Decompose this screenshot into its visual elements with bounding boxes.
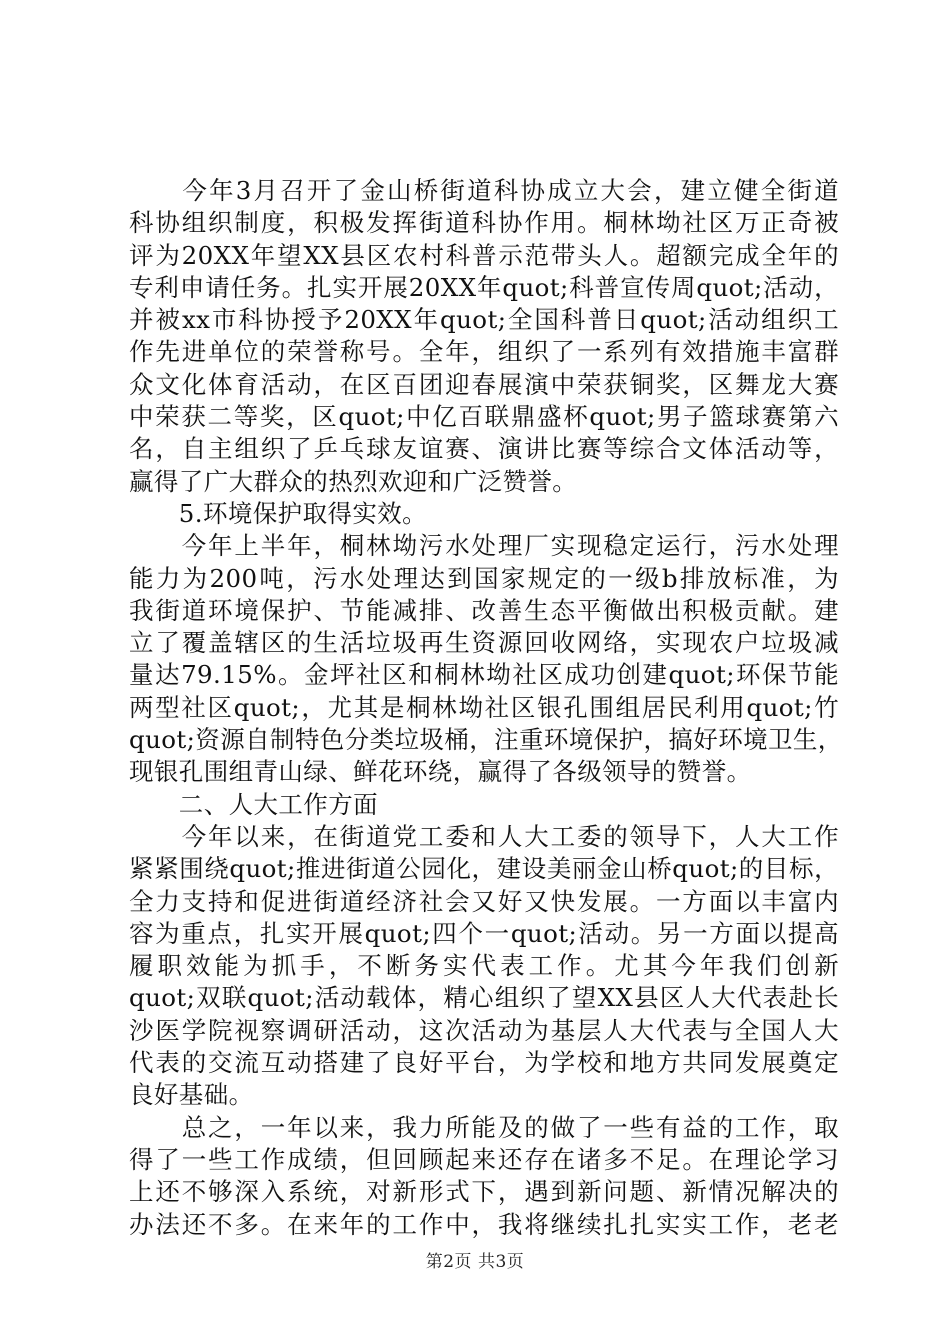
text-line: 众文化体育活动，在区百团迎春展演中荣获铜奖，区舞龙大赛 (129, 369, 839, 399)
document-body (129, 175, 843, 1241)
text-line: 沙医学院视察调研活动，这次活动为基层人大代表与全国人大 (129, 1015, 839, 1045)
text-line: 上还不够深入系统，对新形式下，遇到新问题、新情况解决的 (129, 1177, 839, 1207)
text-line: 得了一些工作成绩，但回顾起来还存在诸多不足。在理论学习 (129, 1144, 839, 1174)
text-line: 总之，一年以来，我力所能及的做了一些有益的工作，取 (129, 1112, 839, 1142)
text-line: 现银孔围组青山绿、鲜花环绕，赢得了各级领导的赞誉。 (129, 757, 752, 787)
text-line: 今年3月召开了金山桥街道科协成立大会，建立健全街道 (129, 176, 839, 205)
text-line: 我街道环境保护、节能减排、改善生态平衡做出积极贡献。建 (129, 595, 839, 625)
text-line: 评为20XX年望XX县区农村科普示范带头人。超额完成全年的 (129, 240, 839, 270)
text-line: 容为重点，扎实开展quot;四个一quot;活动。另一方面以提高 (129, 918, 839, 948)
text-line: 今年上半年，桐林坳污水处理厂实现稳定运行，污水处理 (129, 531, 839, 561)
text-line: 良好基础。 (129, 1080, 254, 1110)
text-line: 作先进单位的荣誉称号。全年，组织了一系列有效措施丰富群 (129, 337, 839, 367)
text-line: 能力为200吨，污水处理达到国家规定的一级b排放标准，为 (129, 563, 839, 593)
text-line: 专利申请任务。扎实开展20XX年quot;科普宣传周quot;活动， (129, 272, 839, 302)
text-line: 代表的交流互动搭建了良好平台，为学校和地方共同发展奠定 (129, 1048, 839, 1078)
text-line: quot;双联quot;活动载体，精心组织了望XX县区人大代表赴长 (129, 983, 839, 1013)
text-line: 办法还不多。在来年的工作中，我将继续扎扎实实工作，老老 (129, 1209, 839, 1239)
text-line: 两型社区quot;，尤其是桐林坳社区银孔围组居民利用quot;竹 (129, 692, 839, 722)
text-line: 立了覆盖辖区的生活垃圾再生资源回收网络，实现农户垃圾减 (129, 628, 839, 658)
text-line: 紧紧围绕quot;推进街道公园化，建设美丽金山桥quot;的目标， (129, 854, 839, 884)
page-footer: 第2页 共3页 (425, 1252, 525, 1272)
text-line: 量达79.15%。金坪社区和桐林坳社区成功创建quot;环保节能 (129, 660, 839, 690)
text-line: 5.环境保护取得实效。 (129, 498, 428, 528)
text-line: 赢得了广大群众的热烈欢迎和广泛赞誉。 (129, 466, 578, 496)
text-line: quot;资源自制特色分类垃圾桶，注重环境保护，搞好环境卫生， (129, 725, 843, 755)
text-line: 全力支持和促进街道经济社会又好又快发展。一方面以丰富内 (129, 886, 839, 916)
text-line: 科协组织制度，积极发挥街道科协作用。桐林坳社区万正奇被 (129, 208, 839, 238)
text-line: 名，自主组织了乒乓球友谊赛、演讲比赛等综合文体活动等， (129, 434, 839, 464)
text-line: 中荣获二等奖，区quot;中亿百联鼎盛杯quot;男子篮球赛第六 (129, 402, 839, 432)
text-line: 今年以来，在街道党工委和人大工委的领导下，人大工作 (129, 821, 839, 851)
text-line: 并被xx市科协授予20XX年quot;全国科普日quot;活动组织工 (129, 305, 839, 335)
text-line: 二、人大工作方面 (129, 789, 378, 819)
text-line: 履职效能为抓手，不断务实代表工作。尤其今年我们创新 (129, 951, 839, 981)
